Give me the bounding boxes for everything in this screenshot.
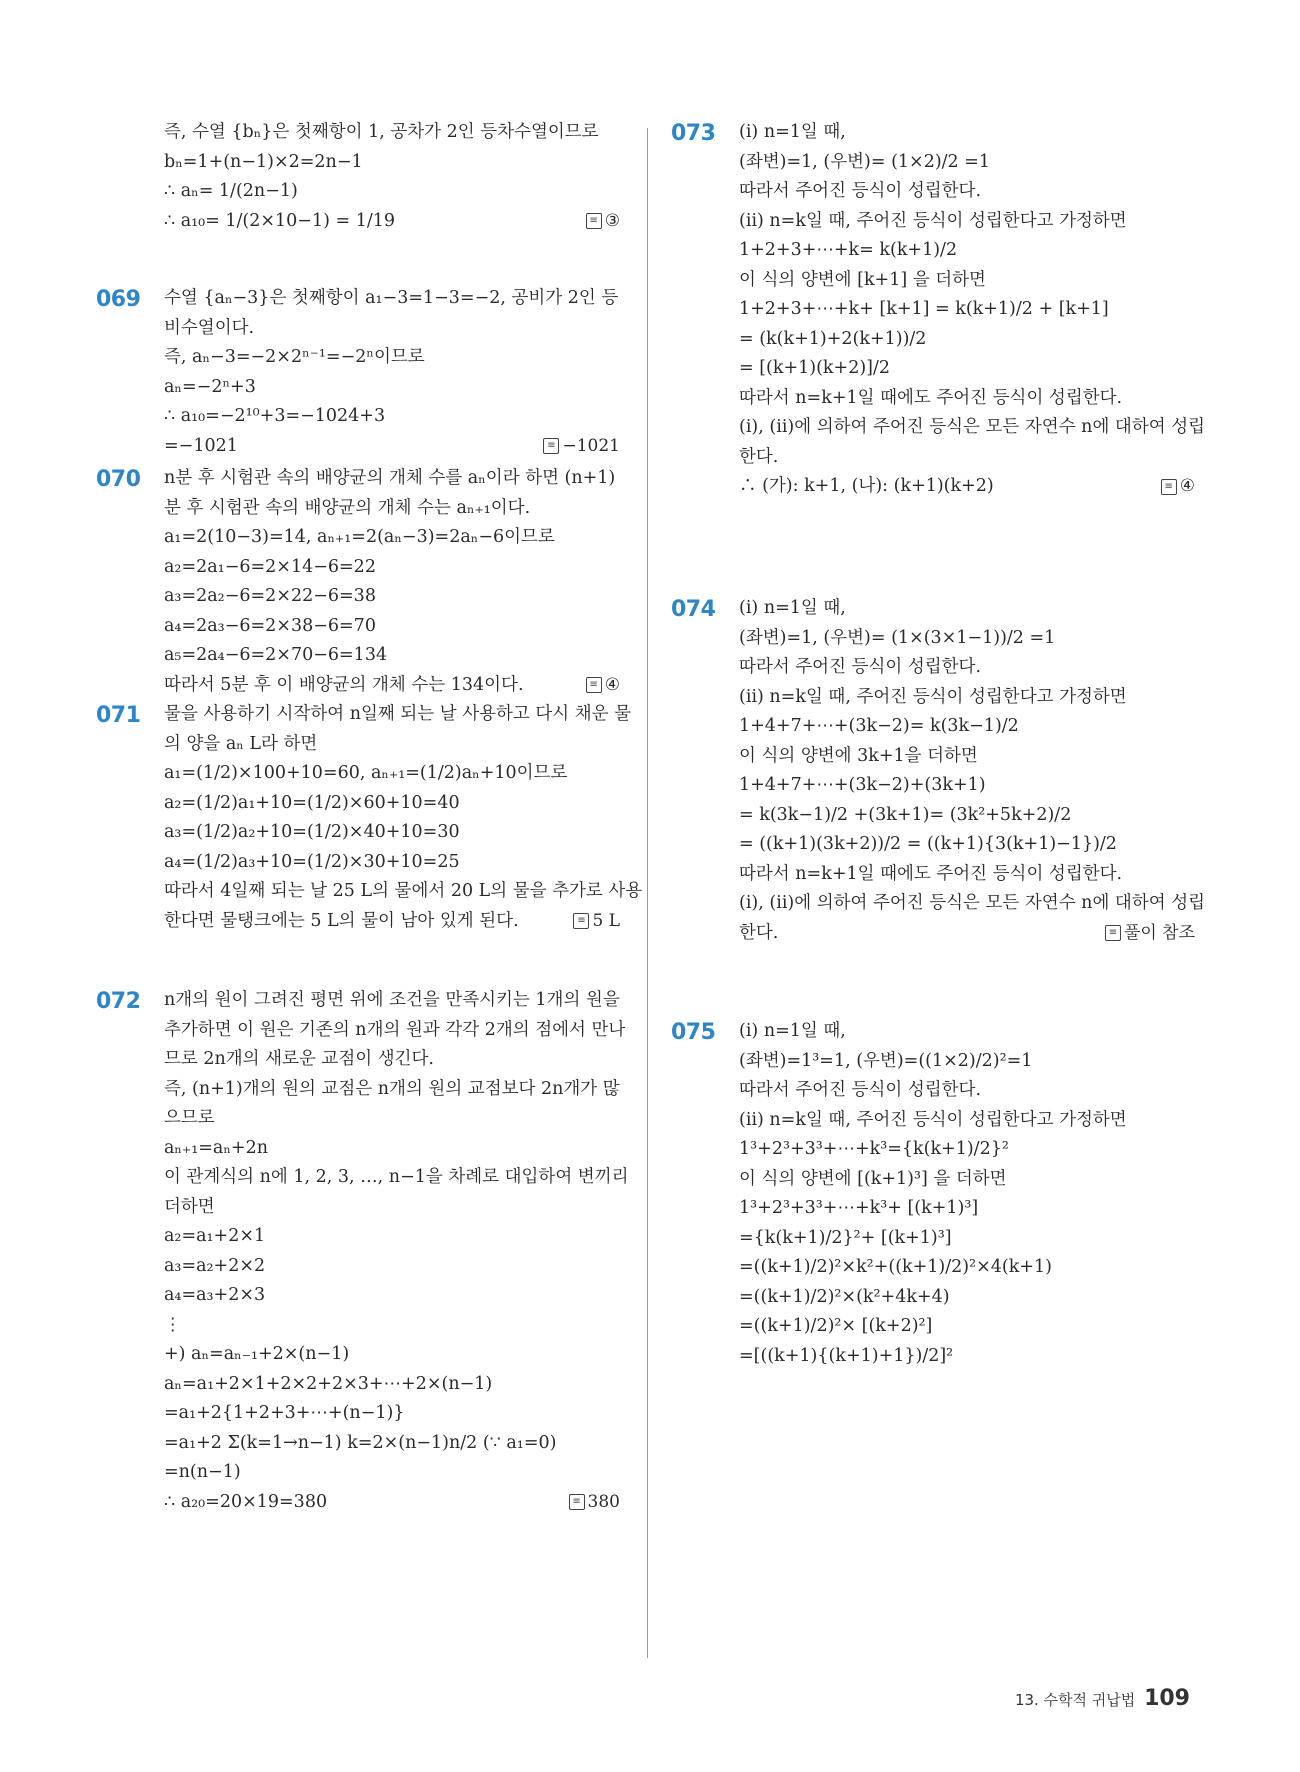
solution-text: 1+4+7+⋯+(3k−2)= k(3k−1)/2 xyxy=(739,716,1019,736)
problem-069 xyxy=(96,284,620,461)
solution-line xyxy=(164,730,620,760)
problem-072 xyxy=(96,986,629,1517)
solution-line xyxy=(739,354,1195,384)
solution-text: (ⅰ) n=1일 때, xyxy=(739,1021,846,1041)
solution-line xyxy=(164,1488,620,1518)
solution-line xyxy=(739,1253,1195,1283)
solution-text: n개의 원이 그려진 평면 위에 조건을 만족시키는 1개의 원을 xyxy=(164,990,620,1010)
solution-line xyxy=(739,266,1195,296)
solution-text: a₂=(1/2)a₁+10=(1/2)×60+10=40 xyxy=(164,792,460,813)
solution-text: 추가하면 이 원은 기존의 n개의 원과 각각 2개의 점에서 만나 xyxy=(164,1019,626,1040)
solution-line xyxy=(164,1222,620,1252)
solution-line xyxy=(739,860,1195,890)
solution-text: 더하면 xyxy=(164,1196,215,1217)
solution-text: 수열 {aₙ−3}은 첫째항이 a₁−3=1−3=−2, 공비가 2인 등 xyxy=(164,288,619,308)
answer-text: 5 L xyxy=(592,910,620,931)
solution-text: 따라서 n=k+1일 때에도 주어진 등식이 성립한다. xyxy=(739,863,1123,884)
solution-body xyxy=(164,284,620,461)
solution-line xyxy=(164,818,620,848)
solution-line xyxy=(164,284,620,314)
solution-line xyxy=(739,1194,1195,1224)
solution-text: aₙ=a₁+2×1+2×2+2×3+⋯+2×(n−1) xyxy=(164,1373,493,1394)
solution-line xyxy=(739,236,1195,266)
solution-line xyxy=(164,1399,620,1429)
solution-text: 1³+2³+3³+⋯+k³={k(k+1)/2}² xyxy=(739,1139,1009,1159)
solution-line xyxy=(739,1135,1195,1165)
solution-text: ⋮ xyxy=(164,1314,182,1335)
answer-mark-icon: ≡ xyxy=(573,913,589,929)
problem-071 xyxy=(96,700,643,936)
problem-074 xyxy=(671,594,1206,948)
solution-line xyxy=(739,1312,1195,1342)
problem-number: 069 xyxy=(96,287,141,312)
solution-text: ∴ a₁₀= 1/(2×10−1) = 1/19 xyxy=(164,210,396,231)
answer xyxy=(1161,472,1195,502)
solution-line xyxy=(739,594,1195,624)
solution-line xyxy=(164,1340,620,1370)
solution-text: =a₁+2{1+2+3+⋯+(n−1)} xyxy=(164,1403,405,1423)
solution-text: a₃=(1/2)a₂+10=(1/2)×40+10=30 xyxy=(164,822,460,842)
solution-line xyxy=(164,207,620,237)
solution-line xyxy=(739,889,1206,919)
solution-text: 이 식의 양변에 [k+1] 을 더하면 xyxy=(739,269,986,290)
problem-number: 075 xyxy=(671,1020,716,1045)
solution-line xyxy=(164,314,620,344)
solution-line xyxy=(739,148,1195,178)
answer-mark-icon: ≡ xyxy=(1105,925,1121,941)
solution-line xyxy=(164,907,620,937)
solution-line xyxy=(739,771,1195,801)
solution-text: +) aₙ=aₙ₋₁+2×(n−1) xyxy=(164,1344,350,1364)
solution-line xyxy=(164,1252,620,1282)
page-footer xyxy=(1015,1686,1190,1711)
solution-text: =((k+1)/2)²×k²+((k+1)/2)²×4(k+1) xyxy=(739,1257,1052,1277)
solution-line xyxy=(739,1106,1195,1136)
solution-line xyxy=(164,1134,620,1164)
solution-text: 즉, 수열 {bₙ}은 첫째항이 1, 공차가 2인 등차수열이므로 xyxy=(164,122,599,142)
solution-line xyxy=(164,700,632,730)
solution-line xyxy=(739,1165,1195,1195)
solution-text: (ⅰ) n=1일 때, xyxy=(739,122,846,142)
solution-text: =a₁+2 Σ(k=1→n−1) k=2×(n−1)n/2 (∵ a₁=0) xyxy=(164,1432,557,1453)
solution-body xyxy=(739,594,1206,948)
solution-line xyxy=(164,402,620,432)
problem-070 xyxy=(96,464,620,700)
solution-body xyxy=(164,986,629,1517)
answer-mark-icon: ≡ xyxy=(586,213,602,229)
solution-text: =((k+1)/2)²× [(k+2)²] xyxy=(739,1316,933,1336)
problem-number: 074 xyxy=(671,597,716,622)
solution-body xyxy=(739,1017,1195,1371)
solution-line xyxy=(164,848,620,878)
solution-line xyxy=(739,624,1195,654)
solution-text: =−1021 xyxy=(164,435,238,456)
solution-text: 한다. xyxy=(739,446,779,467)
solution-text: a₅=2a₄−6=2×70−6=134 xyxy=(164,645,388,665)
solution-body xyxy=(739,118,1206,502)
solution-line xyxy=(739,443,1195,473)
solution-text: n분 후 시험관 속의 배양균의 개체 수를 aₙ이라 하면 (n+1) xyxy=(164,468,616,488)
solution-text: 의 양을 aₙ L라 하면 xyxy=(164,733,318,754)
solution-line xyxy=(739,1283,1195,1313)
answer xyxy=(586,207,620,237)
solution-line xyxy=(164,612,620,642)
solution-text: =n(n−1) xyxy=(164,1462,241,1482)
solution-text: = (k(k+1)+2(k+1))/2 xyxy=(739,328,927,349)
solution-text: 따라서 주어진 등식이 성립한다. xyxy=(739,657,982,677)
solution-text: = [(k+1)(k+2)]/2 xyxy=(739,358,891,378)
solution-line xyxy=(739,413,1206,443)
solution-text: 1+2+3+⋯+k+ [k+1] = k(k+1)/2 + [k+1] xyxy=(739,299,1109,319)
solution-line xyxy=(739,683,1195,713)
solution-line xyxy=(739,1076,1195,1106)
answer-text: ④ xyxy=(1179,476,1195,496)
solution-text: (ⅱ) n=k일 때, 주어진 등식이 성립한다고 가정하면 xyxy=(739,686,1127,707)
solution-text: 이 관계식의 n에 1, 2, 3, …, n−1을 차례로 대입하여 변끼리 xyxy=(164,1167,629,1187)
problem-075 xyxy=(671,1017,1195,1371)
solution-line xyxy=(164,759,620,789)
solution-line xyxy=(739,919,1195,949)
solution-text: 이 식의 양변에 3k+1을 더하면 xyxy=(739,745,978,766)
solution-text: a₂=2a₁−6=2×14−6=22 xyxy=(164,556,376,577)
answer xyxy=(573,907,620,937)
answer-text: 380 xyxy=(587,1491,620,1512)
answer xyxy=(569,1488,620,1518)
solution-text: aₙ=−2ⁿ+3 xyxy=(164,376,256,397)
solution-text: 비수열이다. xyxy=(164,317,255,338)
solution-body xyxy=(164,118,620,236)
solution-text: =[((k+1){(k+1)+1})/2]² xyxy=(739,1345,954,1366)
solution-text: (ⅱ) n=k일 때, 주어진 등식이 성립한다고 가정하면 xyxy=(739,1109,1127,1130)
answer-text: 풀이 참조 xyxy=(1123,922,1195,943)
problem-073 xyxy=(671,118,1206,502)
solution-text: 한다. xyxy=(739,922,779,943)
solution-line xyxy=(164,177,620,207)
solution-line xyxy=(164,148,620,178)
solution-text: a₁=2(10−3)=14, aₙ₊₁=2(aₙ−3)=2aₙ−6이므로 xyxy=(164,527,555,547)
solution-line xyxy=(164,373,620,403)
solution-text: a₃=a₂+2×2 xyxy=(164,1255,266,1276)
solution-text: ∴ (가): k+1, (나): (k+1)(k+2) xyxy=(739,476,994,496)
solution-line xyxy=(164,118,620,148)
solution-line xyxy=(164,671,620,701)
solution-text: a₄=a₃+2×3 xyxy=(164,1285,266,1305)
solution-line xyxy=(164,1370,620,1400)
solution-text: 1+4+7+⋯+(3k−2)+(3k+1) xyxy=(739,775,986,795)
solution-line xyxy=(164,789,620,819)
solution-line xyxy=(164,1311,620,1341)
solution-line xyxy=(739,177,1195,207)
solution-text: a₃=2a₂−6=2×22−6=38 xyxy=(164,586,376,606)
solution-text: (좌변)=1, (우변)= (1×(3×1−1))/2 =1 xyxy=(739,627,1056,648)
solution-text: (ⅰ) n=1일 때, xyxy=(739,598,846,618)
solution-line xyxy=(739,1047,1195,1077)
solution-text: 따라서 5분 후 이 배양균의 개체 수는 134이다. xyxy=(164,674,524,695)
solution-text: 물을 사용하기 시작하여 n일째 되는 날 사용하고 다시 채운 물 xyxy=(164,704,632,724)
solution-line xyxy=(164,1104,620,1134)
solution-line xyxy=(739,384,1195,414)
solution-text: (ⅱ) n=k일 때, 주어진 등식이 성립한다고 가정하면 xyxy=(739,210,1127,231)
answer xyxy=(586,671,620,701)
answer-text: ④ xyxy=(604,674,620,695)
answer-text: ③ xyxy=(604,210,620,231)
solution-line xyxy=(164,582,620,612)
solution-line xyxy=(164,494,620,524)
problem-number: 073 xyxy=(671,121,716,146)
solution-line xyxy=(164,1163,629,1193)
solution-line xyxy=(739,830,1195,860)
solution-text: aₙ₊₁=aₙ+2n xyxy=(164,1137,268,1158)
chapter-title: 13. 수학적 귀납법 xyxy=(1014,1691,1136,1709)
solution-text: 1³+2³+3³+⋯+k³+ [(k+1)³] xyxy=(739,1198,979,1218)
solution-text: ∴ aₙ= 1/(2n−1) xyxy=(164,181,298,201)
solution-line xyxy=(739,712,1195,742)
solution-body xyxy=(164,700,643,936)
solution-line xyxy=(164,641,620,671)
solution-text: 1+2+3+⋯+k= k(k+1)/2 xyxy=(739,240,958,260)
solution-line xyxy=(164,343,620,373)
solution-line xyxy=(739,742,1195,772)
solution-text: (ⅰ), (ⅱ)에 의하여 주어진 등식은 모든 자연수 n에 대하여 성립 xyxy=(739,893,1206,913)
solution-text: 따라서 4일째 되는 날 25 L의 물에서 20 L의 물을 추가로 사용 xyxy=(164,881,643,901)
solution-text: a₄=(1/2)a₃+10=(1/2)×30+10=25 xyxy=(164,851,460,872)
solution-line xyxy=(739,653,1195,683)
solution-text: a₁=(1/2)×100+10=60, aₙ₊₁=(1/2)aₙ+10이므로 xyxy=(164,763,568,783)
solution-text: (좌변)=1³=1, (우변)=((1×2)/2)²=1 xyxy=(739,1050,1033,1071)
solution-line xyxy=(739,801,1195,831)
solution-line xyxy=(739,1017,1195,1047)
solution-line xyxy=(739,1342,1195,1372)
solution-text: a₂=a₁+2×1 xyxy=(164,1226,266,1246)
solution-text: 즉, aₙ−3=−2×2ⁿ⁻¹=−2ⁿ이므로 xyxy=(164,347,425,367)
solution-text: ∴ a₂₀=20×19=380 xyxy=(164,1491,328,1512)
solution-text: 분 후 시험관 속의 배양균의 개체 수는 aₙ₊₁이다. xyxy=(164,497,531,518)
problem-number: 070 xyxy=(96,467,141,492)
solution-line xyxy=(164,553,620,583)
solution-text: =((k+1)/2)²×(k²+4k+4) xyxy=(739,1286,950,1307)
solution-line xyxy=(164,986,620,1016)
solution-text: 이 식의 양변에 [(k+1)³] 을 더하면 xyxy=(739,1168,1007,1189)
solution-text: 므로 2n개의 새로운 교점이 생긴다. xyxy=(164,1049,434,1069)
problem-number: 071 xyxy=(96,703,141,728)
solution-line xyxy=(739,118,1195,148)
answer-mark-icon: ≡ xyxy=(586,677,602,693)
answer xyxy=(543,432,620,462)
solution-text: 따라서 주어진 등식이 성립한다. xyxy=(739,181,982,201)
solution-line xyxy=(739,325,1195,355)
solution-text: a₄=2a₃−6=2×38−6=70 xyxy=(164,615,376,636)
solution-body xyxy=(164,464,620,700)
solution-line xyxy=(164,1281,620,1311)
solution-text: (좌변)=1, (우변)= (1×2)/2 =1 xyxy=(739,151,991,172)
solution-line xyxy=(164,1016,626,1046)
answer xyxy=(1105,919,1195,949)
solution-line xyxy=(164,1458,620,1488)
solution-line xyxy=(739,295,1195,325)
answer-mark-icon: ≡ xyxy=(1161,479,1177,495)
solution-line xyxy=(164,1045,620,1075)
solution-text: 따라서 주어진 등식이 성립한다. xyxy=(739,1080,982,1100)
answer-mark-icon: ≡ xyxy=(569,1494,585,1510)
problem-continued xyxy=(100,118,620,236)
solution-line xyxy=(164,464,620,494)
solution-text: 즉, (n+1)개의 원의 교점은 n개의 원의 교점보다 2n개가 많 xyxy=(164,1078,620,1099)
solution-line xyxy=(739,207,1195,237)
page-number: 109 xyxy=(1144,1686,1190,1711)
solution-text: bₙ=1+(n−1)×2=2n−1 xyxy=(164,151,363,172)
solution-line xyxy=(164,1429,620,1459)
solution-line xyxy=(739,1224,1195,1254)
solution-text: 한다면 물탱크에는 5 L의 물이 남아 있게 된다. xyxy=(164,910,519,931)
answer-mark-icon: ≡ xyxy=(543,438,559,454)
solution-line xyxy=(164,523,620,553)
solution-text: 따라서 n=k+1일 때에도 주어진 등식이 성립한다. xyxy=(739,387,1123,408)
solution-text: = k(3k−1)/2 +(3k+1)= (3k²+5k+2)/2 xyxy=(739,804,1072,825)
solution-text: 으므로 xyxy=(164,1108,215,1128)
solution-line xyxy=(164,877,643,907)
solution-text: ={k(k+1)/2}²+ [(k+1)³] xyxy=(739,1227,952,1248)
solution-line xyxy=(164,432,620,462)
problem-number: 072 xyxy=(96,989,141,1014)
answer-text: −1021 xyxy=(562,435,620,456)
solution-text: ∴ a₁₀=−2¹⁰+3=−1024+3 xyxy=(164,406,386,426)
solution-text: = ((k+1)(3k+2))/2 = ((k+1){3(k+1)−1})/2 xyxy=(739,834,1117,854)
solution-text: (ⅰ), (ⅱ)에 의하여 주어진 등식은 모든 자연수 n에 대하여 성립 xyxy=(739,417,1206,437)
solution-line xyxy=(164,1075,620,1105)
solution-line xyxy=(164,1193,620,1223)
solution-line xyxy=(739,472,1195,502)
column-divider xyxy=(647,128,648,1658)
